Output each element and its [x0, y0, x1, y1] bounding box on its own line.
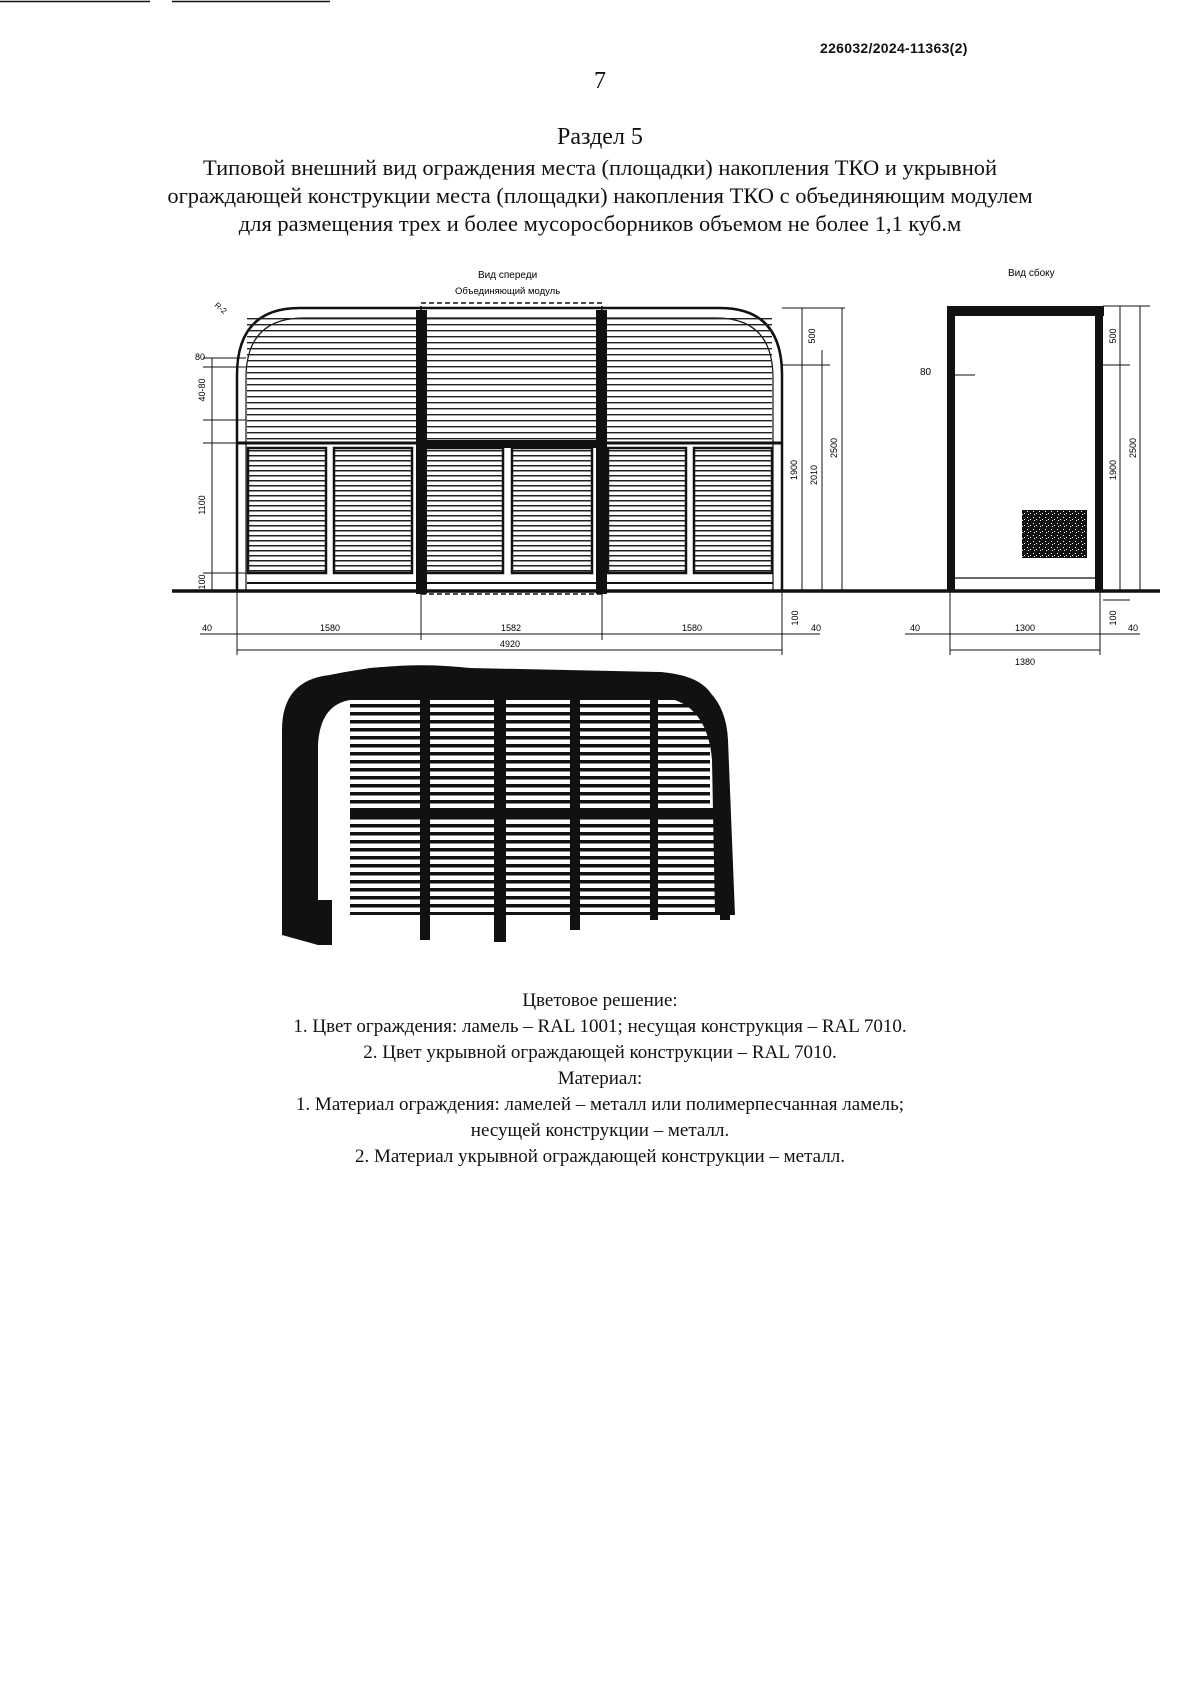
front-dim-100-left: 100 [197, 574, 207, 590]
module-label: Объединяющий модуль [455, 286, 561, 297]
front-view [172, 270, 1160, 655]
heading-line-3: для размещения трех и более мусоросборников объемом не более 1,1 куб.м [238, 211, 962, 236]
side-roof [947, 306, 1104, 316]
front-total-width: 4920 [499, 639, 521, 649]
heading-line-1: Типовой внешний вид ограждения места (площадки) накопления ТКО и укрывной [202, 155, 998, 180]
color-heading: Цветовое решение: [522, 990, 678, 1011]
side-dim-40-right: 40 [1127, 623, 1139, 633]
front-dim-1900: 1900 [789, 459, 799, 481]
side-total-width: 1380 [1014, 657, 1036, 667]
registration-number: 226032/2024-11363(2) [820, 40, 968, 56]
front-dim-1580-b: 1580 [681, 623, 703, 633]
color-item-2: 2. Цвет укрывной ограждающей конструкции – RAL 7010. [363, 1042, 837, 1063]
material-heading: Материал: [557, 1068, 643, 1089]
material-item-1a: 1. Материал ограждения: ламелей – металл или полимерпесчанная ламель; [295, 1094, 905, 1115]
side-sign-plate [1022, 510, 1087, 558]
side-post-right [1095, 306, 1103, 591]
material-item-2: 2. Материал укрывной ограждающей конструкции – металл. [355, 1146, 845, 1167]
upper-slat-panel [247, 318, 772, 443]
front-dim-40-left: 40 [201, 623, 213, 633]
side-dim-1300: 1300 [1014, 623, 1036, 633]
side-dim-2500: 2500 [1128, 437, 1138, 459]
front-dim-1100: 1100 [197, 495, 207, 515]
side-post-left [947, 306, 955, 591]
side-dim-500: 500 [1108, 328, 1118, 344]
side-view-title: Вид сбоку [1008, 268, 1055, 279]
lower-slats-3d [350, 815, 730, 915]
front-dim-2010: 2010 [809, 464, 819, 486]
front-dim-500: 500 [807, 328, 817, 344]
front-dim-40-80: 40-80 [197, 378, 207, 402]
material-item-1b: несущей конструкции – металл. [470, 1120, 730, 1141]
lower-lamella-panels [248, 448, 772, 573]
front-left-dimensions [203, 358, 246, 590]
front-view-title: Вид спереди [478, 270, 538, 281]
side-view [905, 267, 1150, 667]
front-dim-40-right: 40 [810, 623, 822, 633]
page-number: 7 [594, 68, 606, 94]
front-dim-1580-a: 1580 [319, 623, 341, 633]
side-dim-40-left: 40 [909, 623, 921, 633]
front-dim-1582: 1582 [500, 623, 522, 633]
side-dim-100: 100 [1108, 610, 1118, 626]
perspective-view [282, 665, 735, 945]
side-right-dimensions [1103, 306, 1150, 600]
notes-block [150, 988, 1050, 1170]
section-title: Раздел 5 [557, 124, 643, 150]
color-item-1: 1. Цвет ограждения: ламель – RAL 1001; несущая конструкция – RAL 7010. [293, 1016, 907, 1037]
front-dim-100-right: 100 [790, 610, 800, 626]
module-beam [420, 440, 605, 448]
front-dim-80: 80 [194, 352, 205, 362]
front-dim-2500: 2500 [829, 437, 839, 459]
side-dim-80: 80 [920, 367, 932, 378]
heading-line-2: ограждающей конструкции места (площадки) накопления ТКО с объединяющим модулем [167, 183, 1033, 208]
side-dim-1900: 1900 [1108, 459, 1118, 481]
mid-rail-3d [350, 808, 730, 816]
radius-label: R-2 [212, 300, 229, 316]
